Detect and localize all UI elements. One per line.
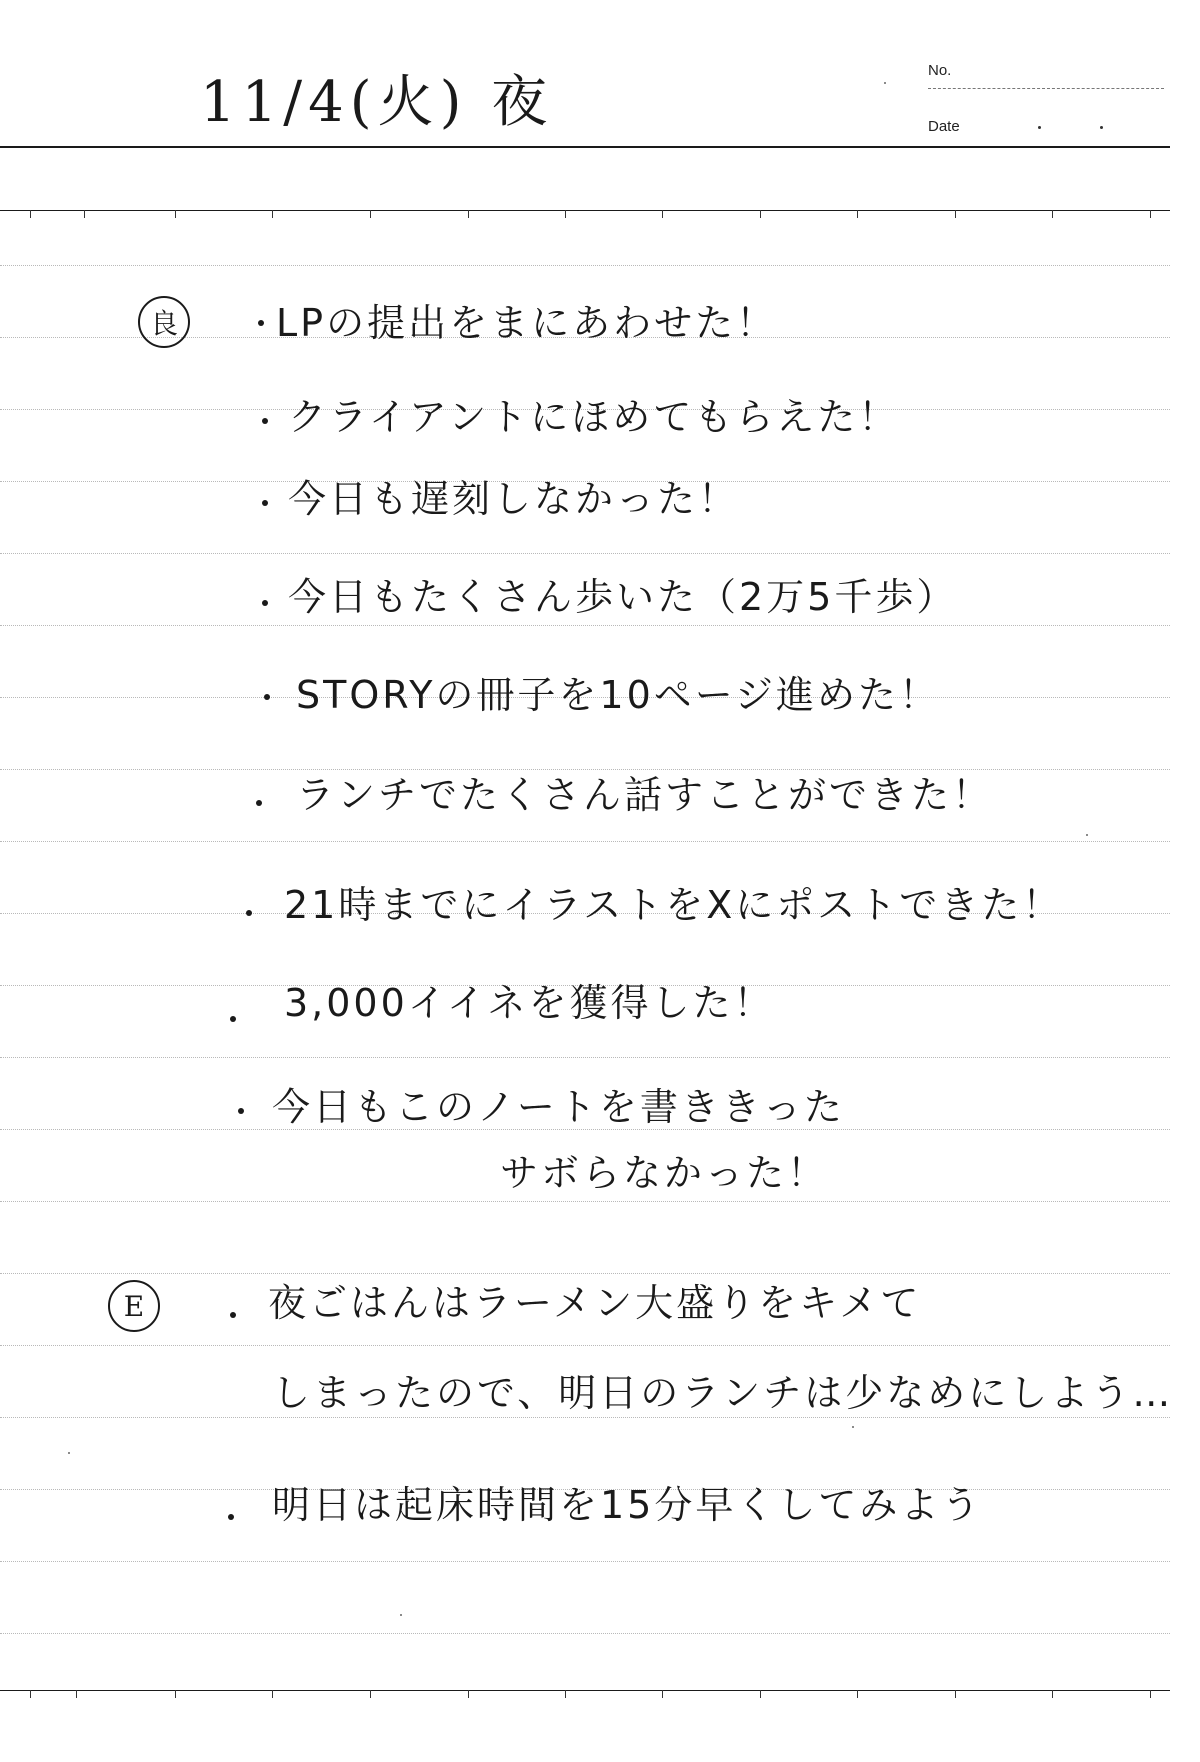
tick-mark bbox=[76, 1690, 77, 1698]
tick-mark bbox=[857, 1690, 858, 1698]
paper-speck bbox=[852, 1426, 854, 1428]
list-item: 今日も遅刻しなかった！ bbox=[288, 477, 740, 521]
tick-mark bbox=[955, 1690, 956, 1698]
bullet bbox=[238, 1108, 244, 1114]
bullet bbox=[258, 320, 264, 326]
top-tick-row bbox=[0, 210, 1170, 218]
no-label: No. bbox=[928, 62, 952, 79]
ruled-line bbox=[0, 841, 1170, 842]
paper-speck bbox=[1086, 834, 1088, 836]
bullet bbox=[246, 910, 252, 916]
list-item-continuation: サボらなかった！ bbox=[500, 1151, 829, 1195]
list-item: 21時までにイラストをXにポストできた！ bbox=[284, 883, 1064, 927]
list-item: STORYの冊子を10ページ進めた！ bbox=[296, 673, 941, 717]
tick-mark bbox=[468, 210, 469, 218]
tick-mark bbox=[175, 210, 176, 218]
tick-mark bbox=[1052, 1690, 1053, 1698]
bullet bbox=[256, 800, 262, 806]
ruled-line bbox=[0, 1561, 1170, 1562]
tick-mark bbox=[370, 210, 371, 218]
ruled-line bbox=[0, 1633, 1170, 1634]
tick-mark bbox=[662, 210, 663, 218]
tick-mark bbox=[175, 1690, 176, 1698]
tick-mark bbox=[1150, 1690, 1151, 1698]
date-separator-dot bbox=[1038, 126, 1041, 129]
tick-mark bbox=[565, 1690, 566, 1698]
bullet bbox=[262, 418, 268, 424]
date-separator-dot bbox=[1100, 126, 1103, 129]
list-item: 夜ごはんはラーメン大盛りをキメて bbox=[268, 1281, 922, 1325]
bullet bbox=[262, 500, 268, 506]
list-item: 明日は起床時間を15分早くしてみよう bbox=[272, 1483, 983, 1527]
paper-speck bbox=[884, 82, 886, 84]
tick-mark bbox=[1150, 210, 1151, 218]
list-item: 今日もこのノートを書ききった bbox=[272, 1085, 845, 1129]
bullet bbox=[228, 1514, 234, 1520]
bullet bbox=[230, 1312, 236, 1318]
tick-mark bbox=[760, 1690, 761, 1698]
paper-speck bbox=[400, 1614, 402, 1616]
tick-mark bbox=[760, 210, 761, 218]
page-title: 11/4(火) 夜 bbox=[200, 70, 554, 135]
tick-mark bbox=[565, 210, 566, 218]
ruled-line bbox=[0, 553, 1170, 554]
bullet bbox=[264, 694, 270, 700]
tick-mark bbox=[1052, 210, 1053, 218]
ruled-line bbox=[0, 265, 1170, 266]
no-field-line bbox=[928, 88, 1164, 89]
tick-mark bbox=[272, 1690, 273, 1698]
tick-mark bbox=[370, 1690, 371, 1698]
tick-mark bbox=[955, 210, 956, 218]
ruled-line bbox=[0, 1201, 1170, 1202]
tick-mark bbox=[84, 210, 85, 218]
tick-mark bbox=[662, 1690, 663, 1698]
list-item: LPの提出をまにあわせた！ bbox=[276, 301, 778, 345]
list-item: クライアントにほめてもらえた！ bbox=[288, 395, 900, 439]
ruled-line bbox=[0, 625, 1170, 626]
list-item: 3,000イイネを獲得した！ bbox=[284, 981, 775, 1025]
date-label: Date bbox=[928, 118, 960, 135]
tick-mark bbox=[30, 1690, 31, 1698]
bullet bbox=[230, 1016, 236, 1022]
header-rule bbox=[0, 146, 1170, 148]
ruled-line bbox=[0, 1417, 1170, 1418]
bullet bbox=[262, 600, 268, 606]
ruled-line bbox=[0, 1057, 1170, 1058]
section-marker-e: E bbox=[108, 1280, 160, 1332]
list-item: 今日もたくさん歩いた（2万5千歩） bbox=[288, 575, 958, 619]
list-item-continuation: しまったので、明日のランチは少なめにしよう… bbox=[272, 1371, 1174, 1415]
list-item: ランチでたくさん話すことができた！ bbox=[296, 773, 994, 817]
tick-mark bbox=[468, 1690, 469, 1698]
paper-speck bbox=[68, 1452, 70, 1454]
tick-mark bbox=[857, 210, 858, 218]
tick-mark bbox=[30, 210, 31, 218]
ruled-line bbox=[0, 1345, 1170, 1346]
bottom-tick-row bbox=[0, 1690, 1170, 1698]
section-marker-good: 良 bbox=[138, 296, 190, 348]
tick-mark bbox=[272, 210, 273, 218]
